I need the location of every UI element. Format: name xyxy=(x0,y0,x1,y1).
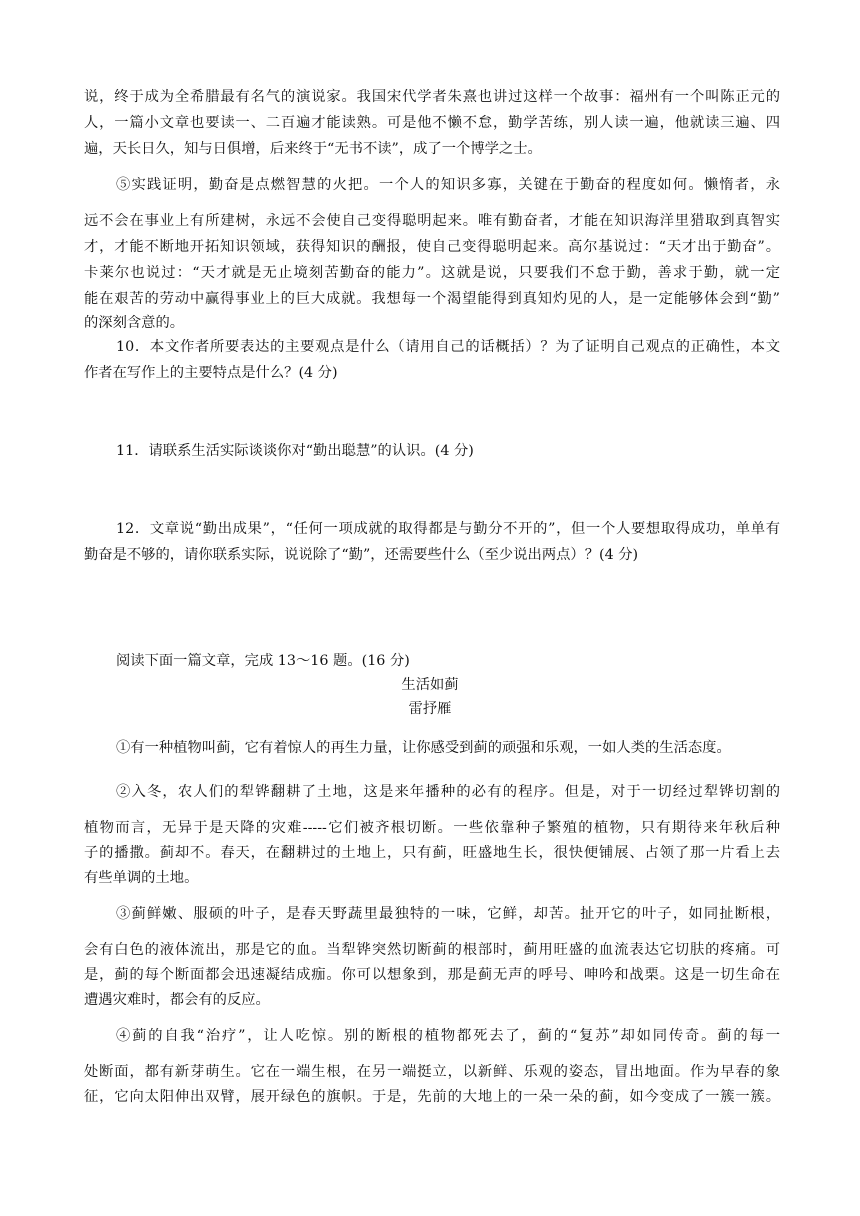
passage-paragraph-3: 是，蓟的每个断面都会迅速凝结成痂。你可以想象到，那是蓟无声的呼号、呻吟和战栗。这是一切生命在 xyxy=(84,967,780,983)
paragraph-5-line: ⑤实践证明，勤奋是点燃智慧的火把。一个人的知识多寡，关键在于勤奋的程度如何。懒惰者，永 xyxy=(116,177,780,193)
intro-line: 人，一篇小文章也要读一、二百遍才能读熟。可是他不懒不怠，勤学苦练，别人读一遍，他就读三遍、四 xyxy=(84,115,780,131)
paragraph-5-line: 卡莱尔也说过：“天才就是无止境刻苦勤奋的能力”。这就是说，只要我们不怠于勤，善求于勤，就一定 xyxy=(84,265,780,281)
paragraph-5-line: 远不会在事业上有所建树，永远不会使自己变得聪明起来。唯有勤奋者，才能在知识海洋里猎取到真智实 xyxy=(84,213,780,229)
passage-paragraph-4: ④蓟的自我“治疗”，让人吃惊。别的断根的植物都死去了，蓟的“复苏”却如同传奇。蓟的每一 xyxy=(116,1028,780,1044)
question-12: 12．文章说“勤出成果”，“任何一项成就的取得都是与勤分不开的”，但一个人要想取得成功，单单有 xyxy=(116,521,780,537)
question-10: 作者在写作上的主要特点是什么？(4 分) xyxy=(84,365,338,381)
passage-paragraph-2: 植物而言，无异于是天降的灾难-----它们被齐根切断。一些依靠种子繁殖的植物，只有期待来年秋后种 xyxy=(84,820,780,836)
passage-title: 生活如蓟 xyxy=(401,677,459,693)
paragraph-5-line: 才，才能不断地开拓知识领域，获得知识的酬报，使自己变得聪明起来。高尔基说过：“天才出于勤奋”。 xyxy=(84,239,780,255)
passage-paragraph-3: 遭遇灾难时，都会有的反应。 xyxy=(84,992,270,1008)
paragraph-5-line: 能在艰苦的劳动中赢得事业上的巨大成就。我想每一个渴望能得到真知灼见的人，是一定能够体会到“勤” xyxy=(84,291,780,307)
question-11: 11．请联系生活实际谈谈你对“勤出聪慧”的认识。(4 分) xyxy=(116,443,474,459)
reading-instruction: 阅读下面一篇文章，完成 13～16 题。(16 分) xyxy=(116,653,410,669)
question-12: 勤奋是不够的，请你联系实际，说说除了“勤”，还需要些什么（至少说出两点）？(4 分) xyxy=(84,547,639,563)
passage-paragraph-1: ①有一种植物叫蓟，它有着惊人的再生力量，让你感受到蓟的顽强和乐观，一如人类的生活态度。 xyxy=(116,740,731,756)
intro-line: 说，终于成为全希腊最有名气的演说家。我国宋代学者朱熹也讲过这样一个故事：福州有一个叫陈正元的 xyxy=(84,89,780,105)
passage-paragraph-3: ③蓟鲜嫩、服硕的叶子，是春天野蔬里最独特的一味，它鲜，却苦。扯开它的叶子，如同扯断根， xyxy=(116,906,780,922)
passage-paragraph-2: 子的播撒。蓟却不。春天，在翻耕过的土地上，只有蓟，旺盛地生长，很快便铺展、占领了那一片看上去 xyxy=(84,845,780,861)
passage-paragraph-2: ②入冬，农人们的犁铧翻耕了土地，这是来年播种的必有的程序。但是，对于一切经过犁铧切割的 xyxy=(116,784,780,800)
passage-paragraph-4: 征，它向太阳伸出双臂，展开绿色的旗帜。于是，先前的大地上的一朵一朵的蓟，如今变成了一簇一簇。 xyxy=(84,1089,780,1105)
paragraph-5-line: 的深刻含意的。 xyxy=(84,315,185,331)
passage-paragraph-4: 处断面，都有新芽萌生。它在一端生根，在另一端挺立，以新鲜、乐观的姿态，冒出地面。作为早春的象 xyxy=(84,1064,780,1080)
intro-line: 遍，天长日久，知与日俱增，后来终于“无书不读”，成了一个博学之士。 xyxy=(84,141,542,157)
passage-paragraph-2: 有些单调的土地。 xyxy=(84,870,199,886)
passage-paragraph-3: 会有白色的液体流出，那是它的血。当犁铧突然切断蓟的根部时，蓟用旺盛的血流表达它切肤的疼痛。可 xyxy=(84,942,780,958)
passage-author: 雷抒雁 xyxy=(408,701,452,717)
question-10: 10．本文作者所要表达的主要观点是什么（请用自己的话概括）？为了证明自己观点的正确性，本文 xyxy=(116,339,780,355)
